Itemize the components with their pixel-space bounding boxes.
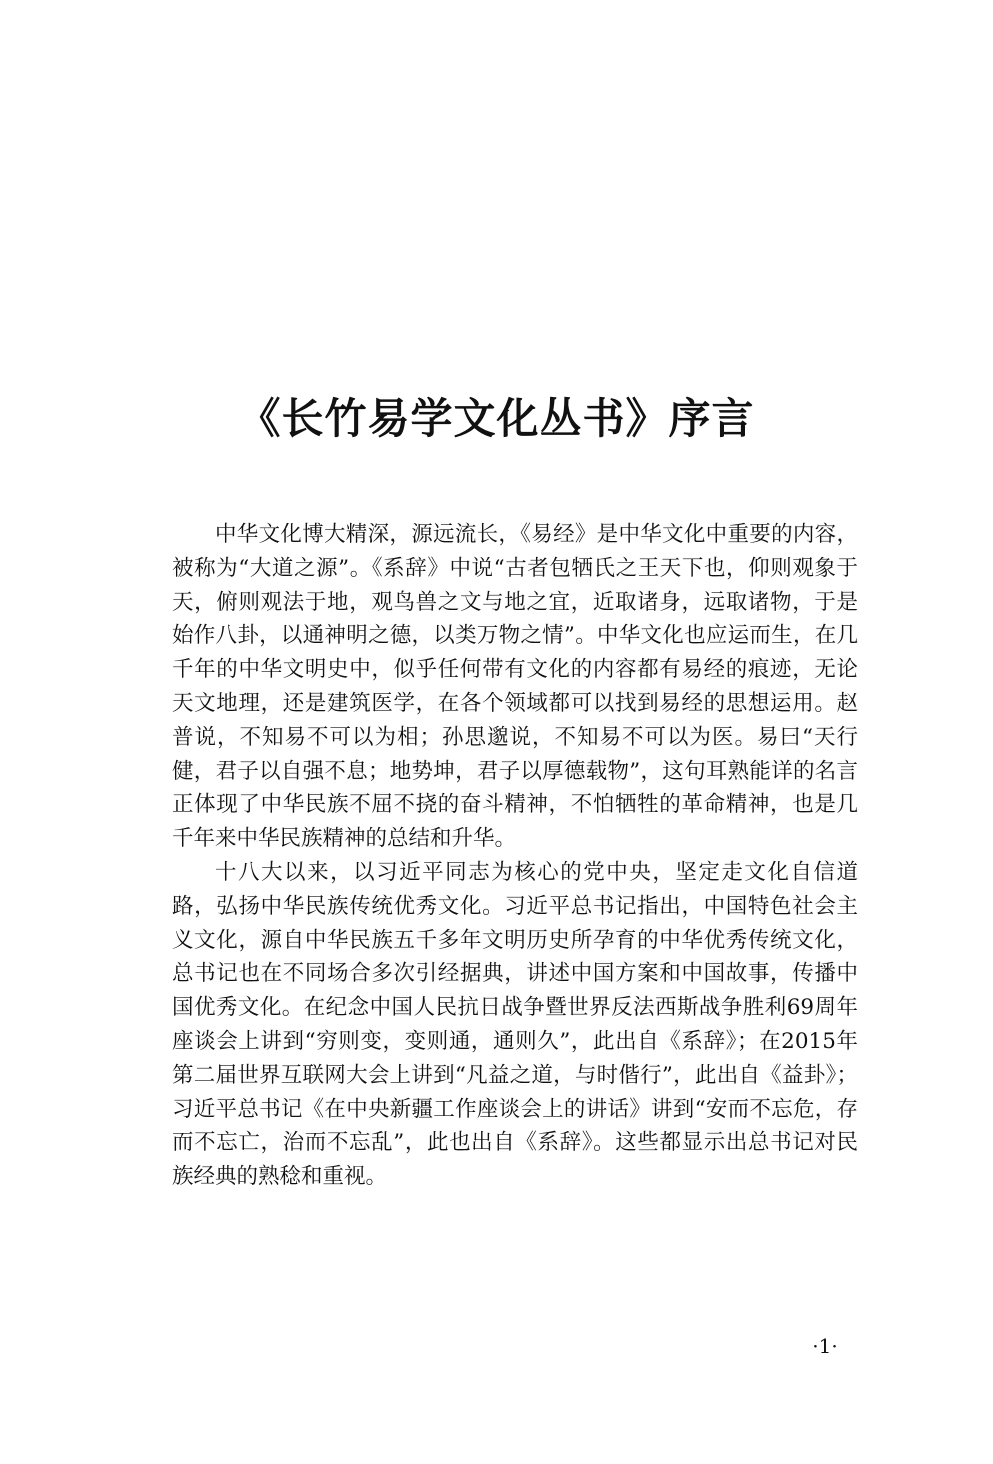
page-number: ·1·: [812, 1334, 838, 1358]
paragraph-1: 中华文化博大精深，源远流长，《易经》是中华文化中重要的内容，被称为“大道之源”。《系辞》中说“古者包牺氏之王天下也，仰则观象于天，俯则观法于地，观鸟兽之文与地之宜，近取诸身，远取诸物，于是始作八卦，以通神明之德，以类万物之情”。中华文化也应运而生，在几千年的中华文明史中，似乎任何带有文化的内容都有易经的痕迹，无论天文地理，还是建筑医学，在各个领域都可以找到易经的思想运用。赵普说，不知易不可以为相；孙思邈说，不知易不可以为医。易曰“天行健，君子以自强不息；地势坤，君子以厚德载物”，这句耳熟能详的名言正体现了中华民族不屈不挠的奋斗精神，不怕牺牲的革命精神，也是几千年来中华民族精神的总结和升华。: [172, 522, 858, 852]
paragraph-2: 十八大以来，以习近平同志为核心的党中央，坚定走文化自信道路，弘扬中华民族传统优秀文化。习近平总书记指出，中国特色社会主义文化，源自中华民族五千多年文明历史所孕育的中华优秀传统文化，总书记也在不同场合多次引经据典，讲述中国方案和中国故事，传播中国优秀文化。在纪念中国人民抗日战争暨世界反法西斯战争胜利69周年座谈会上讲到“穷则变，变则通，通则久”，此出自《系辞》；在2015年第二届世界互联网大会上讲到“凡益之道，与时偕行”，此出自《益卦》；习近平总书记《在中央新疆工作座谈会上的讲话》讲到“安而不忘危，存而不忘亡，治而不忘乱”，此也出自《系辞》。这些都显示出总书记对民族经典的熟稔和重视。: [172, 859, 858, 1190]
page-title: 《长竹易学文化丛书》序言: [238, 394, 755, 443]
preface-body: [172, 518, 858, 1194]
